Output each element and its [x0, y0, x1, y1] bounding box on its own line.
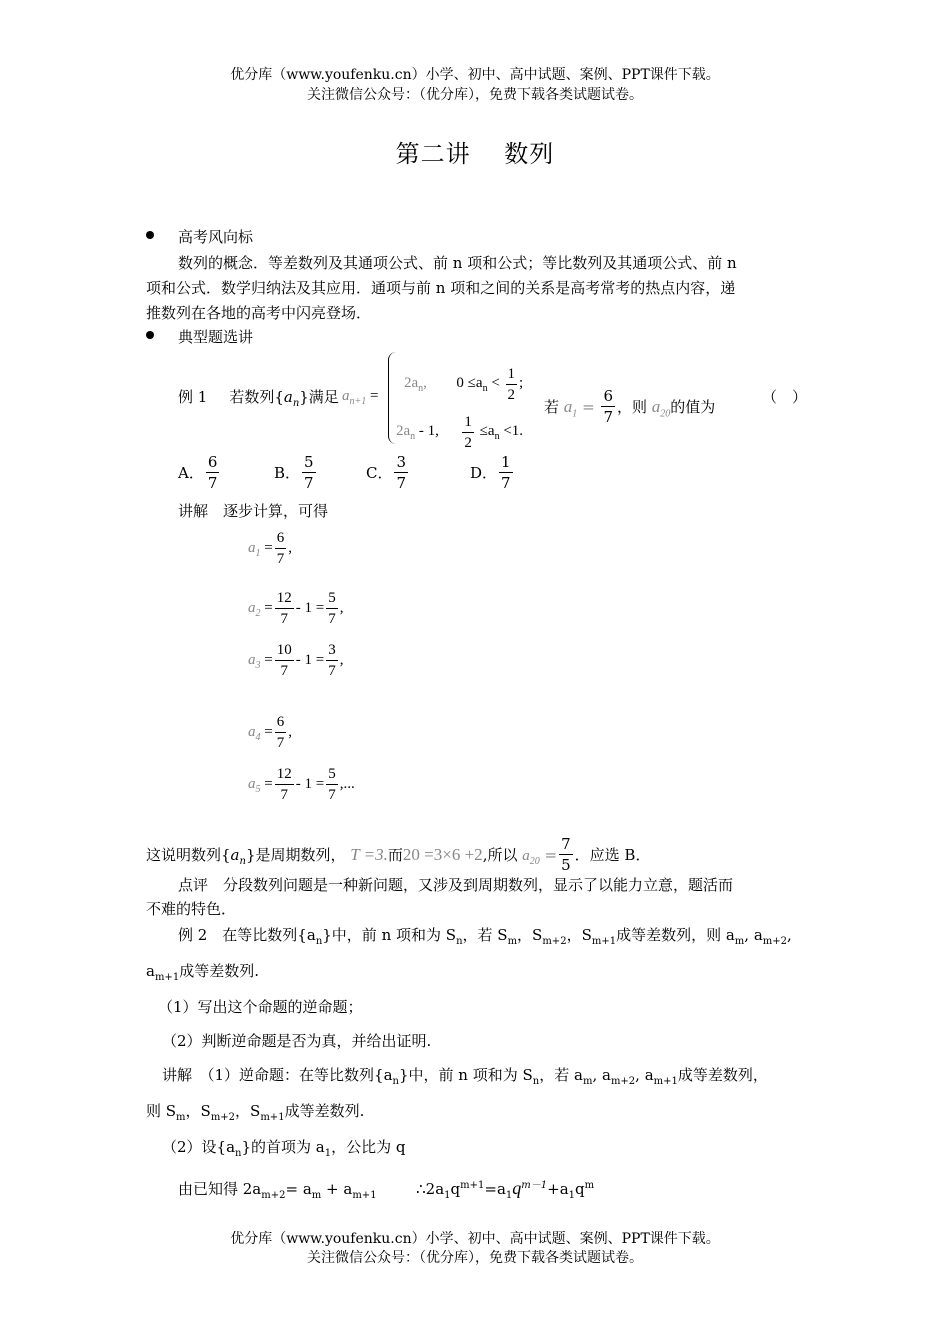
- answer-2-line-1: （2）设$\{a_n\}$的首项为 $a_1$，公比为 q: [162, 1138, 406, 1159]
- footer-line-1: 优分库（www.youfenku.cn）小学、初中、高中试题、案例、PPT课件下载。: [230, 1231, 720, 1247]
- solution-intro: 讲解 逐步计算，可得: [178, 502, 329, 520]
- option-b: B． $\frac{5}{7}$: [274, 453, 314, 492]
- page-title: 第二讲 数列: [395, 140, 555, 168]
- footer-line-2: 关注微信公众号：（优分库），免费下载各类试题试卷。: [307, 1250, 643, 1266]
- step-a3: $a_3$ = $\frac{10}{7}$ - 1 = $\frac{3}{7}$ ,: [248, 642, 344, 679]
- bullet-icon: [146, 231, 154, 239]
- header-line-1: 优分库（www.youfenku.cn）小学、初中、高中试题、案例、PPT课件下载。: [230, 67, 720, 83]
- answer-1-line-2: 则 $S_m$，$S_{m+2}$，$S_{m+1}$成等差数列.: [146, 1102, 365, 1123]
- example-2-line-2: $a_{m+1}$成等差数列.: [146, 962, 259, 983]
- example-label: 例 1 若数列$\{a_n\}$满足: [178, 388, 339, 409]
- comment-line: 点评 分段数列问题是一种新问题，又涉及到周期数列，显示了以能力立意，题活而: [178, 876, 734, 894]
- question-1: （1）写出这个命题的逆命题；: [158, 998, 363, 1016]
- answer-paren: （ ）: [762, 388, 808, 406]
- step-a5: $a_5$ = $\frac{12}{7}$ - 1 = $\frac{5}{7}$ ,...: [248, 766, 355, 803]
- header-line-2: 关注微信公众号：（优分库），免费下载各类试题试卷。: [307, 87, 643, 103]
- case-2: $2a_n - 1$, $\frac{1}{2}$ $\le a_n <1$.: [396, 414, 524, 451]
- section-heading: 典型题选讲: [178, 328, 254, 346]
- section-heading: 高考风向标: [178, 228, 254, 246]
- option-c: C． $\frac{3}{7}$: [366, 453, 407, 492]
- example-2-line-1: 例 2 在等比数列$\{a_n\}$中，前 n 项和为 $S_n$，若 $S_m$，$S_{m+2}$，$S_{m+1}$成等差数列，则 $a_m$, $a_{m+2}$,: [178, 926, 792, 947]
- answer-2-line-2: 由已知得 $2a_{m+2}= a_m + a_{m+1}$ $\therefore 2a_1q^{m+1}=a_1q^{m-1}+a_1q^m$: [178, 1178, 595, 1201]
- given-a1: 若 $a_1$ = $\frac{6}{7}$ ，则 $a_{20}$的值为: [544, 387, 716, 426]
- question-2: （2）判断逆命题是否为真，并给出证明.: [162, 1032, 432, 1050]
- paragraph-line: 数列的概念．等差数列及其通项公式、前 n 项和公式；等比数列及其通项公式、前 n: [178, 254, 737, 272]
- comment-line: 不难的特色．: [146, 900, 237, 918]
- case-1: $2a_n$, $0 \le a_n$ < $\frac{1}{2}$ ;: [404, 366, 524, 403]
- step-a4: $a_4$ = $\frac{6}{7}$ ,: [248, 714, 292, 751]
- bullet-icon: [146, 331, 154, 339]
- step-a2: $a_2$ = $\frac{12}{7}$ - 1 = $\frac{5}{7}$ ,: [248, 590, 344, 627]
- recurrence-lhs: $a_{n+1}$ =: [342, 388, 379, 407]
- paragraph-line: 项和公式．数学归纳法及其应用．通项与前 n 项和之间的关系是高考常考的热点内容，递: [146, 279, 736, 297]
- step-a1: $a_1$ = $\frac{6}{7}$ ,: [248, 530, 292, 567]
- option-d: D． $\frac{1}{7}$: [470, 453, 511, 492]
- answer-1-line-1: 讲解 （1）逆命题：在等比数列$\{a_n\}$中，前 n 项和为 $S_n$，若 $a_m$, $a_{m+2}$, $a_{m+1}$成等差数列，: [162, 1066, 768, 1087]
- conclusion-line: 这说明数列$\{a_n\}$是周期数列， T =3.而20 =3×6 +2,所以 $a_{20}$ = $\frac{7}{5}$ ．应选 B．: [146, 835, 651, 874]
- paragraph-line: 推数列在各地的高考中闪亮登场．: [146, 304, 372, 322]
- option-a: A． $\frac{6}{7}$: [178, 453, 218, 492]
